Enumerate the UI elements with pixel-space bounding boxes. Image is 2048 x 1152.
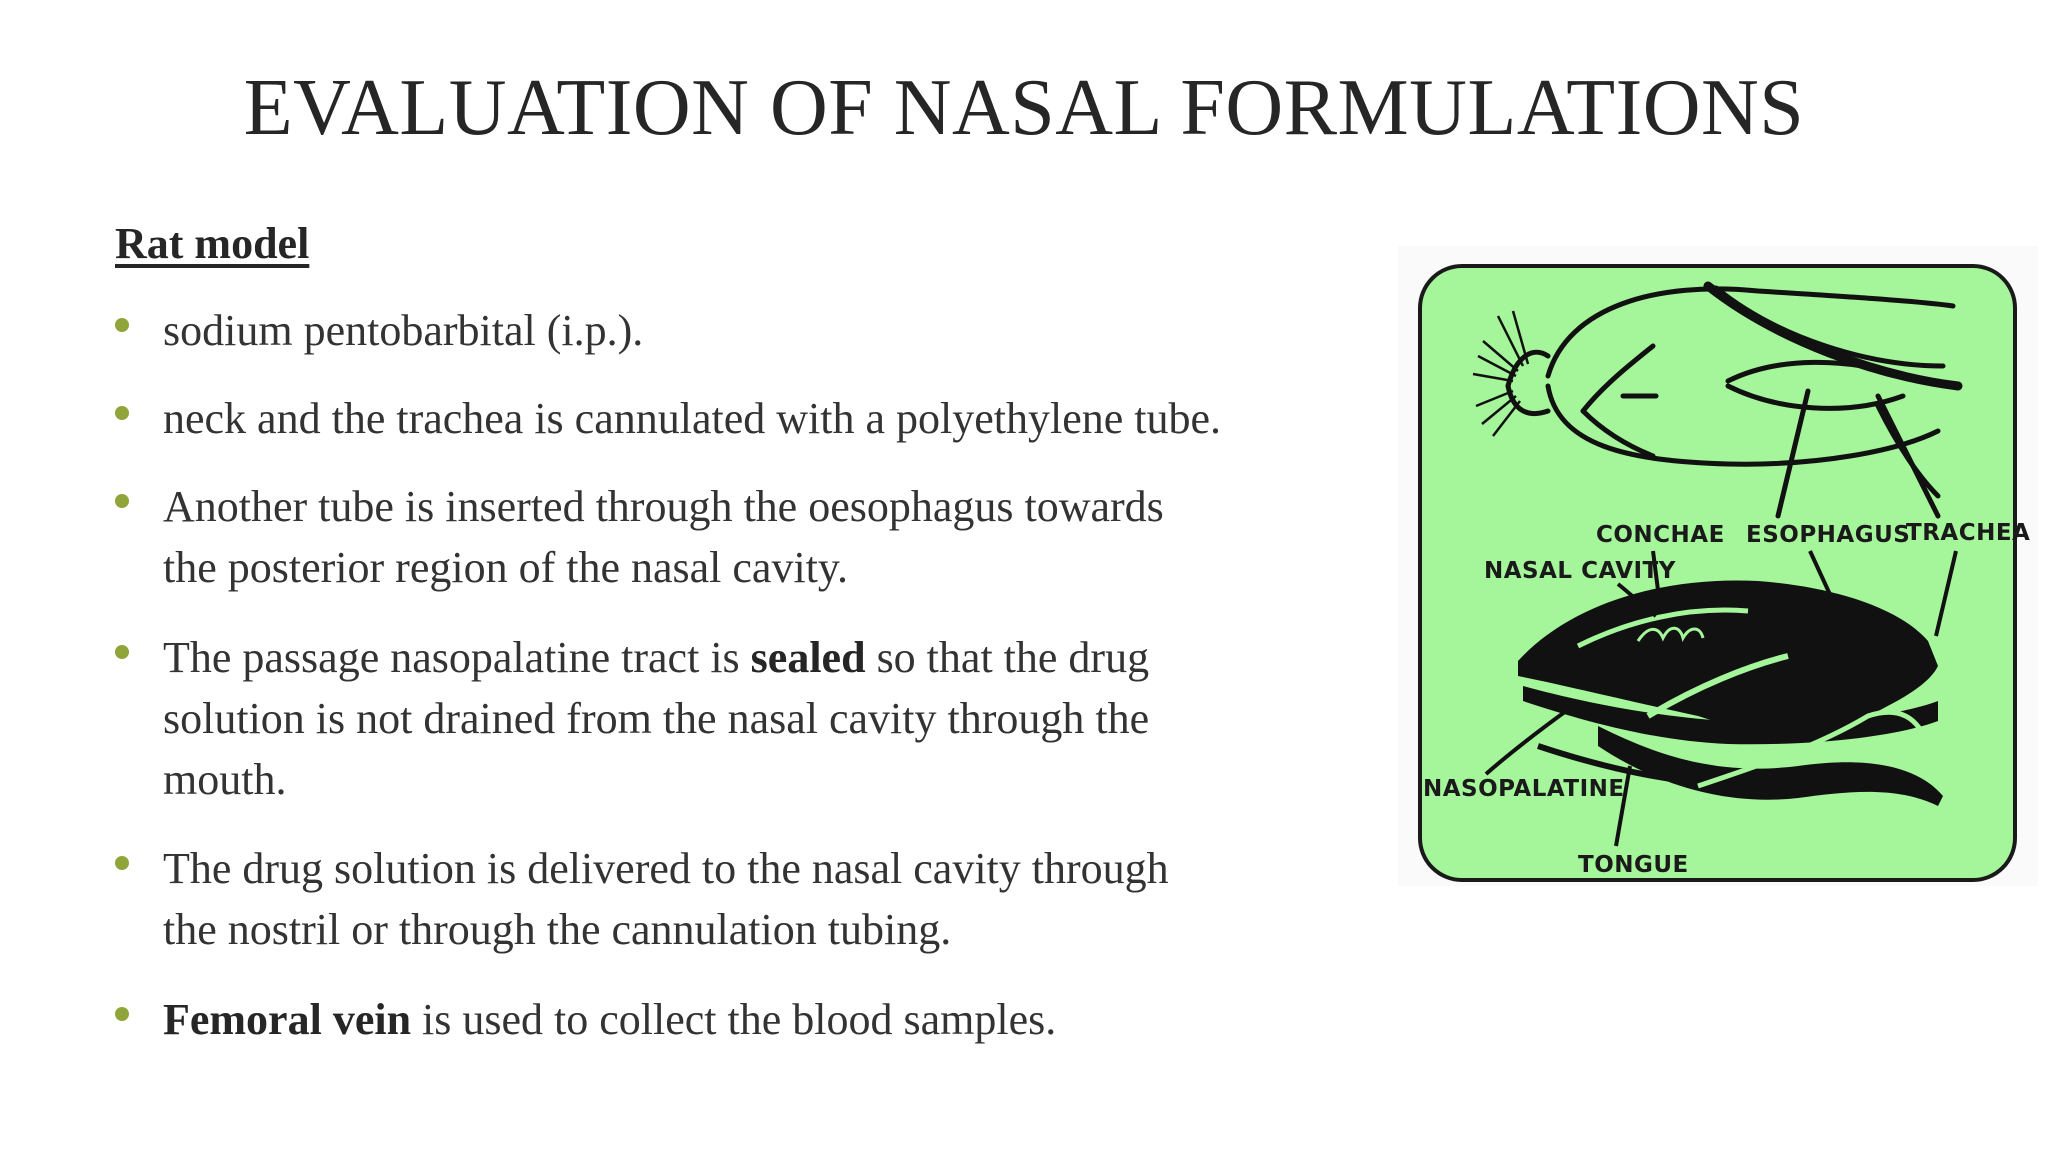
bullet-item <box>115 838 1169 960</box>
bullet-text-line: mouth. <box>163 755 287 804</box>
bullet-text-line: The drug solution is delivered to the nasal cavity through <box>163 844 1169 893</box>
bullet-item <box>115 627 1149 810</box>
bullet-text-post: is used to collect the blood samples. <box>411 995 1057 1044</box>
bullet-text-line: Another tube is inserted through the oesophagus towards <box>163 482 1164 531</box>
bullet-text-post: so that the drug <box>865 633 1150 682</box>
bullet-dot-icon <box>115 318 129 332</box>
bullet-item <box>115 989 1056 1050</box>
bullet-item <box>115 388 1221 449</box>
page-title: EVALUATION OF NASAL FORMULATIONS <box>243 64 1805 152</box>
label-trachea: TRACHEA <box>1906 520 2031 546</box>
bullet-item <box>115 476 1164 598</box>
bullet-bold-text: sealed <box>750 633 866 682</box>
bullet-item <box>115 300 643 361</box>
label-esophagus: ESOPHAGUS <box>1746 522 1911 548</box>
bullet-bold-text: Femoral vein <box>163 995 412 1044</box>
rat-nasal-diagram <box>1398 246 2038 886</box>
bullet-text-pre: The passage nasopalatine tract is <box>163 633 751 682</box>
bullet-dot-icon <box>115 856 129 870</box>
bullet-text: neck and the trachea is cannulated with a polyethylene tube. <box>163 394 1222 443</box>
bullet-text: sodium pentobarbital (i.p.). <box>163 306 644 355</box>
label-nasopalatine: NASOPALATINE <box>1423 776 1625 802</box>
bullet-text-line: the nostril or through the cannulation tubing. <box>163 905 952 954</box>
label-conchae: CONCHAE <box>1596 522 1725 548</box>
bullet-dot-icon <box>115 406 129 420</box>
bullet-dot-icon <box>115 645 129 659</box>
label-tongue: TONGUE <box>1578 852 1689 878</box>
bullet-dot-icon <box>115 494 129 508</box>
bullet-dot-icon <box>115 1007 129 1021</box>
section-heading: Rat model <box>115 219 310 268</box>
bullet-text-line: the posterior region of the nasal cavity. <box>163 543 849 592</box>
label-nasal-cavity: NASAL CAVITY <box>1484 558 1676 584</box>
bullet-text-line: solution is not drained from the nasal cavity through the <box>163 694 1150 743</box>
